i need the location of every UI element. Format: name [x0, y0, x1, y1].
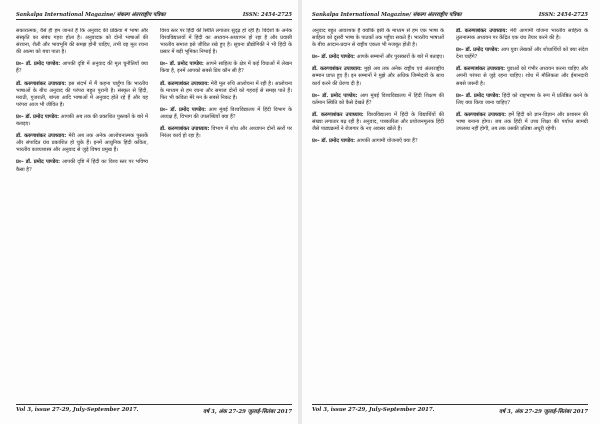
interviewer-label: प्र०- डॉ. प्रमोद पाण्डेय: [312, 92, 358, 99]
interviewee-label: डॉ. करुणाशंकर उपाध्याय: [312, 111, 364, 118]
answer-paragraph [312, 66, 444, 87]
question-paragraph [16, 159, 148, 173]
paragraph-text: मेरी आगामी योजना भारतीय साहित्य के तुलनात्मक अध्ययन पर केंद्रित एक ग्रंथ तैयार करने की है। [456, 28, 588, 42]
text-column [16, 28, 148, 400]
interviewer-label: प्र०- डॉ. प्रमोद पाण्डेय: [160, 106, 206, 113]
journal-title: Sankalpa International Magazine/ संकल्प अंतरराष्ट्रीय पत्रिका [312, 12, 462, 18]
answer-paragraph [16, 133, 148, 154]
interviewer-label: प्र०- डॉ. प्रमोद पाण्डेय: [160, 61, 204, 68]
interviewee-label: डॉ. करुणाशंकर उपाध्याय: [160, 126, 210, 133]
interviewee-label: डॉ. करुणाशंकर उपाध्याय: [456, 111, 507, 118]
paragraph-text: युवाओं को गंभीर अध्ययन करना चाहिए और अपनी परंपरा से जुड़े रहना चाहिए। शोध में मौलिकता और ईमानदारी सबसे जरूरी है। [456, 66, 588, 87]
interviewer-label: प्र०- डॉ. प्रमोद पाण्डेय: [16, 159, 61, 166]
right-page [312, 0, 588, 424]
paragraph-text: इस संदर्भ में मैं कहना चाहूँगा कि भारतीय भाषाओं के बीच अनुवाद की परंपरा बहुत पुरानी है। संस्कृत से हिंदी, मराठी, गुजराती, बांग्ला आदि भाषाओं में अनुवाद होते रहे हैं और यह परंपरा आज भी जीवित है। [16, 80, 148, 108]
text-column [312, 28, 444, 400]
paragraph-text: आपकी अब तक की प्रकाशित पुस्तकों के बारे में बताइए। [16, 113, 148, 128]
paragraph-text: मुझे अब तक अनेक राष्ट्रीय एवं अंतरराष्ट्रीय सम्मान प्राप्त हुए हैं। इन सम्मानों ने मुझे और अधिक जिम्मेदारी के साथ कार्य करने की प्रेरणा दी है। [312, 66, 444, 87]
body-paragraph [160, 28, 292, 56]
interviewee-label: डॉ. करुणाशंकर उपाध्याय: [312, 66, 362, 73]
answer-paragraph [160, 81, 292, 102]
paragraph-text: विश्व स्तर पर हिंदी की स्थिति लगातार सुदृढ़ हो रही है। विदेशों के अनेक विश्वविद्यालयों में हिंदी का अध्ययन-अध्यापन हो रहा है और प्रवासी भारतीय समाज इसे जीवित रखे हुए है। सूचना प्रौद्योगिकी ने भी हिंदी के प्रसार में बड़ी भूमिका निभाई है। [160, 28, 292, 56]
page-footer [312, 404, 588, 417]
paragraph-text: आप मुंबई विश्वविद्यालय में हिंदी शिक्षण की वर्तमान स्थिति को कैसे देखते हैं? [312, 92, 444, 106]
interviewee-label: डॉ. करुणाशंकर उपाध्याय: [456, 66, 506, 73]
question-paragraph [160, 107, 292, 121]
paragraph-text: अनुवाद बहुत आवश्यक है क्योंकि इसी के माध्यम से हम एक भाषा के साहित्य को दूसरी भाषा के पाठकों तक पहुँचा सकते हैं। भारतीय भाषाओं के बीच आदान-प्रदान से राष्ट्रीय एकता भी मजबूत होती है। [312, 28, 444, 49]
question-paragraph [16, 61, 148, 75]
paragraph-text: आपकी दृष्टि में हिंदी का विश्व स्तर पर भविष्य कैसा है? [16, 159, 148, 173]
paragraph-text: विश्वविद्यालय में हिंदी के विद्यार्थियों की संख्या लगातार बढ़ रही है। अनुवाद, पत्रकारिता और प्रयोजनमूलक हिंदी जैसे पाठ्यक्रमों ने रोजगार के नए अवसर खोले हैं। [312, 111, 444, 133]
text-columns [312, 28, 588, 400]
paragraph-text: आपकी आगामी योजनाएँ क्या हैं? [356, 138, 418, 145]
volume-info: Vol 3, issue 27-29, July-September 2017. [312, 407, 435, 413]
paragraph-text: आप मुंबई विश्वविद्यालय में हिंदी विभाग के अध्यक्ष हैं, विभाग की उपलब्धियाँ क्या हैं? [160, 106, 292, 120]
paragraph-text: विभाग में शोध और अध्यापन दोनों स्तरों पर निरंतर कार्य हो रहा है। [160, 126, 292, 140]
answer-paragraph [456, 66, 588, 87]
answer-paragraph [312, 112, 444, 133]
interviewer-label: प्र०- डॉ. प्रमोद पाण्डेय: [312, 138, 355, 145]
paragraph-text: आपने साहित्य के क्षेत्र में कई विधाओं में लेखन किया है, इनमें आपको सबसे प्रिय कौन सी है? [160, 61, 292, 75]
text-column [160, 28, 292, 400]
interviewee-label: डॉ. करुणाशंकर उपाध्याय: [16, 133, 67, 140]
interviewer-label: प्र०- डॉ. प्रमोद पाण्डेय: [312, 54, 355, 61]
answer-paragraph [456, 28, 588, 42]
paragraph-text: आपकी दृष्टि में अनुवाद की मूल चुनौतियाँ क्या हैं? [16, 61, 148, 75]
body-paragraph [312, 28, 444, 49]
page-footer [16, 404, 292, 417]
paragraph-text: हिंदी को राष्ट्रभाषा के रूप में प्रतिष्ठित करने के लिए क्या किया जाना चाहिए? [456, 92, 588, 106]
answer-paragraph [16, 81, 148, 109]
question-paragraph [456, 93, 588, 107]
page-gutter [298, 0, 302, 424]
body-paragraph [16, 28, 148, 56]
answer-paragraph [456, 112, 588, 133]
question-paragraph [16, 114, 148, 128]
interviewee-label: डॉ. करुणाशंकर उपाध्याय: [160, 80, 210, 87]
page-header [312, 6, 588, 20]
paragraph-text: सकारात्मक, वैसे ही हम जानते हैं कि अनुवाद की प्रक्रिया में भाषा और संस्कृति का संबंध गहरा होता है। अनुवादक को दोनों भाषाओं की संरचना, शैली और भावभूमि की समझ होनी चाहिए, तभी वह मूल रचना की आत्मा को बचा पाता है। [16, 28, 148, 56]
issn: ISSN: 2454-2725 [242, 12, 292, 18]
question-paragraph [160, 61, 292, 75]
page-header [16, 6, 292, 20]
left-page [16, 0, 292, 424]
volume-info: Vol 3, issue 27-29, July-September 2017. [16, 407, 139, 413]
text-column [456, 28, 588, 400]
interviewee-label: डॉ. करुणाशंकर उपाध्याय: [16, 80, 67, 87]
interviewer-label: प्र०- डॉ. प्रमोद पाण्डेय: [456, 92, 501, 99]
paragraph-text: हमें हिंदी को ज्ञान-विज्ञान और प्रशासन की भाषा बनाना होगा। जब तक हिंदी में उच्च शिक्षा की पर्याप्त सामग्री उपलब्ध नहीं होगी, तब तक उसकी प्रतिष्ठा अधूरी रहेगी। [456, 111, 588, 133]
interviewer-label: प्र०- डॉ. प्रमोद पाण्डेय: [16, 61, 61, 68]
paragraph-text: मेरी मूल रुचि आलोचना में रही है। आलोचना के माध्यम से हम रचना और समाज दोनों को गहराई से समझ पाते हैं। फिर भी कविता मेरे मन के सबसे निकट है। [160, 80, 292, 101]
answer-paragraph [160, 126, 292, 140]
question-paragraph [312, 93, 444, 107]
interviewer-label: प्र०- डॉ. प्रमोद पाण्डेय: [16, 113, 60, 120]
paragraph-text: आप युवा लेखकों और शोधार्थियों को क्या संदेश देना चाहेंगे? [456, 47, 588, 61]
question-paragraph [312, 54, 444, 61]
issn: ISSN: 2454-2725 [538, 12, 588, 18]
interviewer-label: प्र०- डॉ. प्रमोद पाण्डेय: [456, 47, 500, 54]
paragraph-text: आपके सम्मानों और पुरस्कारों के बारे में बताइए। [356, 54, 444, 61]
journal-title: Sankalpa International Magazine/ संकल्प अंतरराष्ट्रीय पत्रिका [16, 12, 166, 18]
interviewee-label: डॉ. करुणाशंकर उपाध्याय: [456, 28, 508, 34]
paragraph-text: मेरी अब तक अनेक आलोचनात्मक पुस्तकें और संपादित ग्रंथ प्रकाशित हो चुके हैं। इनमें आधुनिक हिंदी कविता, भारतीय काव्यशास्त्र और अनुवाद से जुड़े विषय प्रमुख हैं। [16, 133, 148, 154]
question-paragraph [312, 138, 444, 145]
issue-info-hindi: वर्ष 3, अंक 27-29 जुलाई-सितंबर 2017 [499, 409, 588, 415]
question-paragraph [456, 47, 588, 61]
issue-info-hindi: वर्ष 3, अंक 27-29 जुलाई-सितंबर 2017 [203, 409, 292, 415]
text-columns [16, 28, 292, 400]
